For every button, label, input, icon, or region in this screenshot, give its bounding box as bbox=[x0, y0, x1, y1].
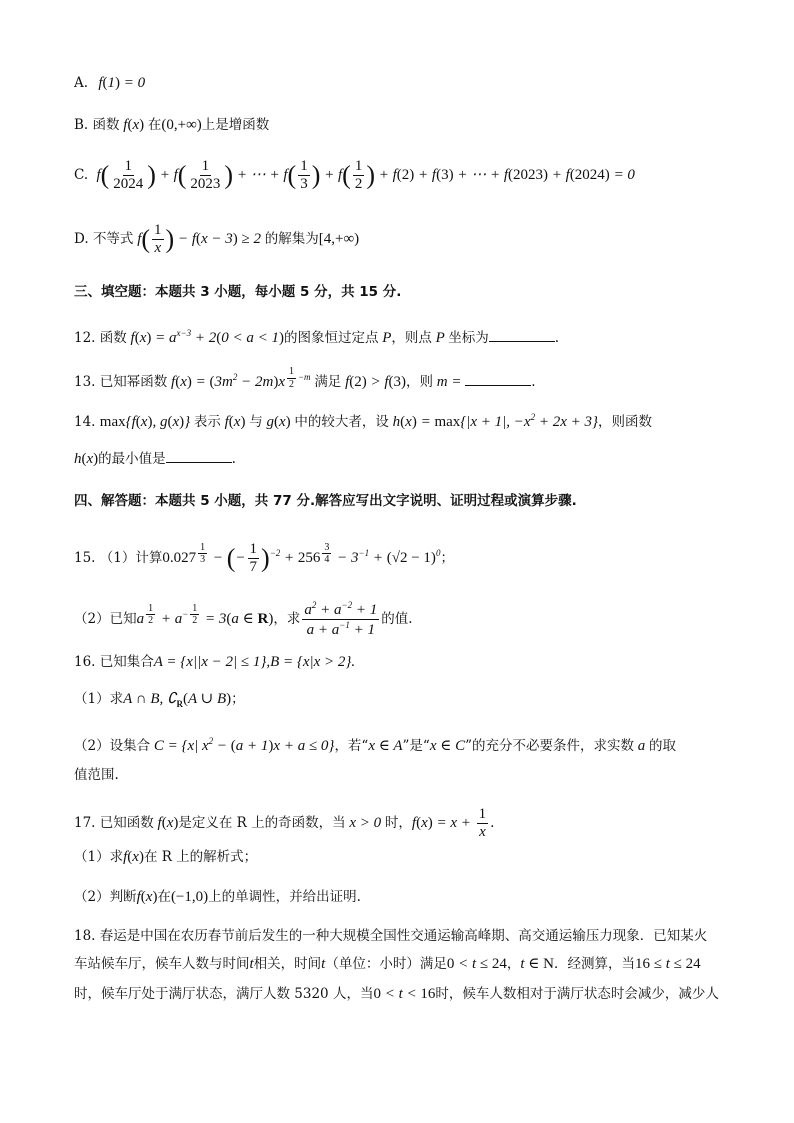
question-math: f(x) bbox=[153, 815, 179, 832]
question-text: （1）求 bbox=[74, 849, 124, 865]
question-text: 与 bbox=[249, 414, 263, 430]
question-16-part-1 bbox=[74, 690, 754, 713]
question-17 bbox=[74, 806, 754, 842]
option-text: 上是增函数 bbox=[201, 117, 270, 133]
question-15-part-2 bbox=[74, 598, 754, 639]
question-18-line-3 bbox=[74, 985, 754, 1003]
question-text: ，则点 bbox=[391, 330, 432, 346]
question-text: 已知函数 bbox=[99, 815, 154, 832]
question-text: ； bbox=[231, 691, 245, 707]
question-math: $f(x) = (3m^2 - 2m)x$ $^{\frac{1}{2} -m}$ bbox=[167, 366, 311, 391]
question-text: （1）求 bbox=[74, 691, 124, 707]
question-text: 中的较大者，设 bbox=[294, 414, 389, 430]
question-text: （2）判断 bbox=[74, 889, 137, 905]
question-13 bbox=[74, 366, 754, 391]
question-text: ”是“ bbox=[402, 738, 430, 754]
question-text: 在 R 上的解析式； bbox=[143, 849, 258, 865]
answer-blank[interactable] bbox=[465, 373, 531, 386]
question-math: x ∈ A bbox=[368, 738, 403, 754]
question-number: 15. bbox=[74, 550, 96, 566]
question-number: 18. bbox=[74, 928, 96, 944]
question-math: $f(x) = a^{x-3} + 2(0 < a < 1)$ bbox=[126, 328, 284, 346]
option-text: 在 bbox=[147, 117, 162, 133]
option-a bbox=[74, 74, 754, 92]
question-text: 函数 bbox=[99, 330, 127, 346]
option-math: f( $\frac{1}{2024}$ ) + f( $\frac{1}{2023}$ ) + ⋯ + f( $\frac{1}{3}$ ) + f( $\frac{1}{2}$ ) + f(2) + f(3) + ⋯ + f(2023) + f(2024) = 0 bbox=[96, 158, 635, 193]
question-text: 相关，时间 bbox=[253, 956, 322, 972]
question-math: a $^{\frac{1}{2}}$ + $a^{- \frac{1}{2}}$ = 3(a ∈ R) bbox=[136, 602, 274, 627]
question-16-part-2-line-2: 值范围. bbox=[74, 767, 119, 783]
question-text: ，则 bbox=[406, 374, 434, 391]
question-math: f(x) = x + $\frac{1}{x}$ bbox=[411, 806, 487, 841]
section-3-heading: 三、填空题：本题共 3 小题，每小题 5 分，共 15 分. bbox=[74, 284, 402, 300]
question-text: 时，候车厅处于满厅状态，满厅人数 5320 人，当 bbox=[74, 986, 374, 1002]
question-text: 的值. bbox=[381, 611, 413, 627]
question-math: 16 ≤ t ≤ 24 bbox=[635, 956, 701, 972]
question-text: . bbox=[554, 330, 560, 346]
question-math: C = {x| $x^2 - (a + 1)x + a \le 0$} bbox=[150, 736, 335, 754]
question-17-part-2 bbox=[74, 888, 754, 906]
question-text: （2）设集合 bbox=[74, 738, 151, 754]
question-12 bbox=[74, 324, 754, 347]
question-text: （2）已知 bbox=[74, 611, 137, 627]
question-text: 满足 bbox=[314, 374, 342, 391]
question-math: x ∈ C bbox=[429, 738, 466, 754]
option-text: 的解集为 bbox=[264, 231, 319, 248]
question-math: f(2) > f(3) bbox=[341, 374, 407, 391]
answer-blank[interactable] bbox=[166, 450, 232, 463]
question-number: 16. bbox=[74, 654, 96, 670]
question-text: . bbox=[231, 451, 236, 467]
question-text: 的取 bbox=[649, 738, 676, 754]
question-text: 的最小值是 bbox=[98, 451, 166, 467]
question-math: $\frac{a^2 + a^{-2} + 1}{a + a^{-1} + 1}$ bbox=[304, 599, 378, 639]
question-text: 时，候车人数相对于满厅状态时会减少，减少人 bbox=[435, 986, 719, 1002]
question-text: ， bbox=[506, 956, 521, 972]
question-text: 表示 bbox=[193, 414, 221, 430]
question-14 bbox=[74, 408, 754, 431]
option-b bbox=[74, 116, 754, 134]
option-text: 不等式 bbox=[92, 231, 134, 248]
question-number: 17. bbox=[74, 815, 96, 832]
question-text: ，则函数 bbox=[597, 414, 652, 430]
question-number: 14. bbox=[74, 414, 96, 430]
question-math: (−1,0) bbox=[170, 889, 209, 905]
question-math: 0 < t < 16 bbox=[373, 986, 436, 1002]
option-math: f(x) bbox=[119, 117, 145, 133]
question-math: P bbox=[431, 330, 449, 346]
option-label: A. bbox=[74, 75, 89, 91]
question-14-line-2 bbox=[74, 450, 754, 468]
question-17-part-1 bbox=[74, 848, 754, 866]
question-math: A = {x||x − 2| ≤ 1},B = {x|x > 2}. bbox=[153, 654, 356, 670]
question-16 bbox=[74, 653, 754, 671]
question-text: 已知集合 bbox=[99, 654, 154, 670]
option-c bbox=[74, 158, 754, 194]
question-15 bbox=[74, 538, 754, 576]
question-text: （1）计算 bbox=[99, 550, 163, 566]
option-math: (0,+∞) bbox=[161, 117, 202, 133]
question-math: m = bbox=[433, 374, 466, 391]
section-4-heading: 四、解答题：本题共 5 小题，共 77 分.解答应写出文字说明、证明过程或演算步骤. bbox=[74, 493, 577, 509]
option-math: f( $\frac{1}{x}$ ) − f(x − 3) ≥ 2 bbox=[133, 222, 265, 257]
question-math: A ∩ B, $∁_R(A$ ∪ B) bbox=[123, 691, 232, 709]
option-math: [4,+∞) bbox=[318, 231, 360, 248]
question-math: t ∈ N bbox=[520, 956, 554, 972]
question-math: h(x) bbox=[74, 451, 99, 467]
question-16-part-2 bbox=[74, 732, 754, 755]
question-math: h(x) = max{|x + 1|, $-x^2 + 2x + 3$} bbox=[388, 412, 598, 430]
question-text: 坐标为 bbox=[448, 330, 489, 346]
option-d bbox=[74, 222, 754, 258]
question-text: 车站候车厅，候车人数与时间 bbox=[74, 956, 250, 972]
option-text: 函数 bbox=[92, 117, 120, 133]
option-math: f(1) = 0 bbox=[98, 75, 146, 91]
question-text: . bbox=[490, 815, 495, 832]
question-math: f(x) bbox=[136, 889, 158, 905]
question-math: max{f(x), g(x)} bbox=[99, 414, 194, 430]
question-text: ，若“ bbox=[334, 738, 369, 754]
question-math: a bbox=[634, 738, 649, 754]
question-text: ．经测算，当 bbox=[554, 956, 635, 972]
option-label: D. bbox=[74, 231, 89, 248]
question-math: 0.027 $^{\frac{1}{3}}$ − (− $\frac{1}{7}$ )$^{-2}$ + 256 $^{\frac{3}{4}}$ − $3^{-1} + (√2 - 1)^0$ bbox=[162, 540, 441, 576]
question-math: t bbox=[249, 956, 254, 972]
question-number: 12. bbox=[74, 330, 96, 346]
question-text: 春运是中国在农历春节前后发生的一种大规模全国性交通运输高峰期、高交通运输压力现象．已知某火 bbox=[99, 928, 708, 944]
question-text: . bbox=[531, 374, 536, 391]
question-text: 上的单调性，并给出证明. bbox=[208, 889, 361, 905]
question-18-line-2 bbox=[74, 955, 754, 973]
option-label: C. bbox=[74, 167, 89, 184]
question-text: （单位：小时）满足 bbox=[325, 956, 447, 972]
question-math: f(x) bbox=[220, 414, 246, 430]
question-text: 已知幂函数 bbox=[99, 374, 168, 391]
question-math: P bbox=[378, 330, 392, 346]
question-math: f(x) bbox=[123, 849, 144, 865]
question-18 bbox=[74, 927, 754, 945]
question-number: 13. bbox=[74, 374, 96, 391]
question-math: 0 < t ≤ 24 bbox=[446, 956, 507, 972]
question-text: ，求 bbox=[273, 611, 301, 627]
question-text: 是定义在 R 上的奇函数，当 bbox=[178, 815, 346, 832]
question-text: 在 bbox=[157, 889, 171, 905]
question-text: ； bbox=[440, 550, 454, 566]
option-label: B. bbox=[74, 117, 89, 133]
question-text: 时， bbox=[384, 815, 412, 832]
question-math: g(x) bbox=[262, 414, 291, 430]
question-math: x > 0 bbox=[345, 815, 385, 832]
answer-blank[interactable] bbox=[489, 329, 555, 342]
question-text: ”的充分不必要条件，求实数 bbox=[465, 738, 634, 754]
question-math: t bbox=[321, 956, 326, 972]
question-text: 的图象恒过定点 bbox=[283, 330, 379, 346]
